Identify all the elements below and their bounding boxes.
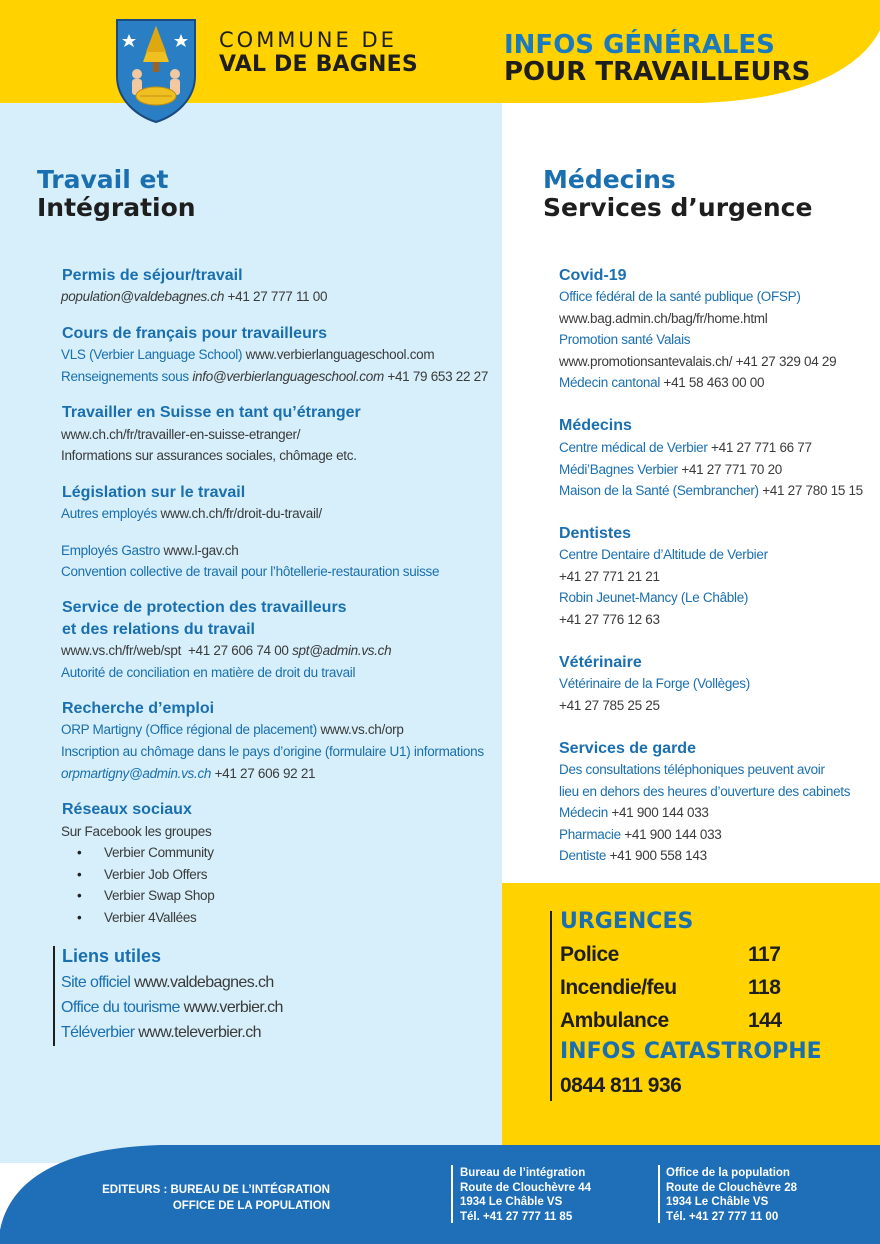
veterinaire-name: Vétérinaire de la Forge (Vollèges)	[559, 676, 750, 691]
legislation-autres-url[interactable]: www.ch.ch/fr/droit-du-travail/	[160, 506, 322, 521]
medecin-name: Centre médical de Verbier	[559, 440, 708, 455]
cours-vls-url[interactable]: www.verbierlanguageschool.com	[245, 347, 435, 362]
garde-phone: +41 900 144 033	[624, 827, 722, 842]
dentiste-2-phone: +41 27 776 12 63	[559, 612, 660, 627]
garde-phone: +41 900 558 143	[609, 848, 707, 863]
infos-catastrophe-title: INFOS CATASTROPHE	[560, 1039, 822, 1064]
lien-office-tourisme[interactable]	[61, 999, 283, 1017]
cours-renseignements-label: Renseignements sous	[61, 369, 189, 384]
garde-text-2: lieu en dehors des heures d’ouverture des cabinets	[559, 784, 851, 799]
urgence-label: Incendie/feu	[560, 976, 677, 999]
reseaux-heading: Réseaux sociaux	[62, 801, 192, 818]
permis-heading: Permis de séjour/travail	[62, 267, 243, 284]
cours-vls-line	[61, 347, 434, 362]
lien-label: Office du tourisme	[61, 999, 180, 1016]
garde-item	[559, 805, 709, 820]
legislation-gastro-url[interactable]: www.l-gav.ch	[163, 543, 239, 558]
right-title-dark: Services d’urgence	[543, 193, 813, 222]
emploi-orp-line	[61, 722, 404, 737]
legislation-gastro-label: Employés Gastro	[61, 543, 161, 558]
medecin-name: Médi’Bagnes Verbier	[559, 462, 678, 477]
emploi-email[interactable]: orpmartigny@admin.vs.ch	[61, 766, 212, 781]
reseaux-intro: Sur Facebook les groupes	[61, 824, 212, 839]
covid-promotion-phone: +41 27 329 04 29	[735, 354, 837, 369]
covid-ofsp: Office fédéral de la santé publique (OFSP)	[559, 289, 801, 304]
emploi-heading: Recherche d’emploi	[62, 700, 215, 717]
medecin-phone: +41 27 771 70 20	[681, 462, 783, 477]
medecins-heading: Médecins	[559, 417, 632, 434]
covid-heading: Covid-19	[559, 267, 627, 284]
liens-divider	[53, 946, 55, 1046]
footer-bureau-line: 1934 Le Châble VS	[460, 1196, 563, 1208]
emploi-inscription: Inscription au chômage dans le pays d’origine (formulaire U1) informations	[61, 744, 484, 759]
protection-contact-line	[61, 643, 391, 658]
emploi-orp-label: ORP Martigny (Office régional de placement)	[61, 722, 317, 737]
dentistes-heading: Dentistes	[559, 525, 632, 542]
footer-office-address	[666, 1166, 797, 1224]
emploi-contact-line	[61, 766, 315, 781]
footer-editeurs-line2: OFFICE DE LA POPULATION	[172, 1200, 330, 1212]
legislation-heading: Législation sur le travail	[62, 484, 246, 501]
left-title-blue: Travail et	[37, 165, 169, 194]
lien-url[interactable]: www.verbier.ch	[183, 999, 283, 1016]
legislation-gastro-line	[61, 543, 238, 558]
permis-phone: +41 27 777 11 00	[227, 289, 328, 304]
emploi-orp-url[interactable]: www.vs.ch/orp	[320, 722, 404, 737]
reseaux-group[interactable]: • Verbier Job Offers	[104, 867, 207, 882]
reseaux-group[interactable]: • Verbier Community	[104, 845, 214, 860]
footer-bureau-address	[460, 1166, 591, 1224]
urgences-title: URGENCES	[560, 909, 694, 934]
travailler-info: Informations sur assurances sociales, chômage etc.	[61, 448, 357, 463]
cours-renseignements-phone: +41 79 653 22 27	[387, 369, 489, 384]
left-title-dark: Intégration	[37, 193, 196, 222]
permis-line	[61, 289, 327, 304]
medecin-name: Maison de la Santé (Sembrancher)	[559, 483, 759, 498]
urgences-divider	[550, 911, 552, 1101]
footer-bureau-line: Bureau de l’intégration	[460, 1167, 586, 1179]
medecin-item	[559, 440, 812, 455]
garde-item	[559, 848, 707, 863]
garde-label: Pharmacie	[559, 827, 621, 842]
urgence-number: 117	[748, 943, 781, 966]
medecin-phone: +41 27 771 66 77	[711, 440, 812, 455]
footer-office-line: Tél. +41 27 777 11 00	[666, 1210, 779, 1223]
reseaux-group[interactable]: • Verbier 4Vallées	[104, 910, 197, 925]
garde-item	[559, 827, 722, 842]
cours-heading: Cours de français pour travailleurs	[62, 325, 327, 342]
lien-label: Site officiel	[61, 974, 131, 991]
cours-renseignements-email[interactable]: info@verbierlanguageschool.com	[192, 369, 384, 384]
protection-autorite: Autorité de conciliation en matière de droit du travail	[61, 665, 356, 680]
covid-cantonal-phone: +41 58 463 00 00	[663, 375, 765, 390]
travailler-heading: Travailler en Suisse en tant qu’étranger	[62, 404, 361, 421]
liens-heading: Liens utiles	[62, 946, 162, 966]
covid-cantonal-line	[559, 375, 764, 390]
covid-promotion: Promotion santé Valais	[559, 332, 691, 347]
urgence-number: 144	[748, 1009, 782, 1032]
infos-catastrophe-number: 0844 811 936	[560, 1074, 682, 1097]
cours-vls-label: VLS (Verbier Language School)	[61, 347, 243, 362]
cours-renseignements-line	[61, 369, 488, 384]
urgence-label: Police	[560, 943, 619, 966]
footer-office-line: Office de la population	[666, 1167, 790, 1179]
footer-editeurs-line1: EDITEURS : BUREAU DE L’INTÉGRATION	[102, 1184, 330, 1196]
garde-text-1: Des consultations téléphoniques peuvent avoir	[559, 762, 825, 777]
logo-commune: COMMUNE DE	[219, 28, 397, 52]
veterinaire-phone: +41 27 785 25 25	[559, 698, 660, 713]
protection-heading-2: et des relations du travail	[62, 621, 255, 638]
dentiste-1-name: Centre Dentaire d’Altitude de Verbier	[559, 547, 768, 562]
medecin-item	[559, 462, 782, 477]
lien-televerbier[interactable]	[61, 1024, 261, 1042]
logo-val-de-bagnes: VAL DE BAGNES	[219, 52, 418, 77]
footer-bureau-line: Route de Clouchèvre 44	[460, 1181, 592, 1194]
reseaux-group[interactable]: • Verbier Swap Shop	[104, 888, 214, 903]
legislation-autres-label: Autres employés	[61, 506, 158, 521]
right-title-blue: Médecins	[543, 165, 676, 194]
veterinaire-heading: Vétérinaire	[559, 654, 642, 671]
header-title-dark: POUR TRAVAILLEURS	[504, 57, 811, 87]
medecin-phone: +41 27 780 15 15	[762, 483, 863, 498]
coat-of-arms-icon	[115, 18, 197, 124]
dentiste-1-phone: +41 27 771 21 21	[559, 569, 660, 584]
lien-url[interactable]: www.valdebagnes.ch	[134, 974, 274, 991]
footer-office-line: 1934 Le Châble VS	[666, 1196, 769, 1208]
dentiste-2-name: Robin Jeunet-Mancy (Le Châble)	[559, 590, 749, 605]
lien-label: Téléverbier	[61, 1024, 135, 1041]
covid-ofsp-url[interactable]: www.bag.admin.ch/bag/fr/home.html	[559, 311, 768, 326]
footer-bureau-line: Tél. +41 27 777 11 85	[460, 1210, 573, 1223]
legislation-autres-line	[61, 506, 322, 521]
lien-site-officiel[interactable]	[61, 974, 274, 992]
garde-heading: Services de garde	[559, 740, 696, 757]
urgence-label: Ambulance	[560, 1009, 669, 1032]
protection-email[interactable]: spt@admin.vs.ch	[292, 643, 392, 658]
covid-promotion-url[interactable]: www.promotionsantevalais.ch/	[559, 354, 733, 369]
legislation-convention: Convention collective de travail pour l’hôtellerie-restauration suisse	[61, 564, 440, 579]
emploi-phone: +41 27 606 92 21	[214, 766, 316, 781]
garde-phone: +41 900 144 033	[611, 805, 709, 820]
garde-label: Médecin	[559, 805, 608, 820]
protection-url[interactable]: www.vs.ch/fr/web/spt	[61, 643, 182, 658]
travailler-url[interactable]: www.ch.ch/fr/travailler-en-suisse-etranger/	[61, 427, 301, 442]
footer-divider	[451, 1165, 453, 1223]
header-title-blue: INFOS GÉNÉRALES	[504, 30, 775, 60]
footer-office-line: Route de Clouchèvre 28	[666, 1181, 798, 1194]
permis-email[interactable]: population@valdebagnes.ch	[61, 289, 225, 304]
footer-divider	[658, 1165, 660, 1223]
urgence-number: 118	[748, 976, 781, 999]
covid-cantonal-label: Médecin cantonal	[559, 375, 661, 390]
protection-heading-1: Service de protection des travailleurs	[62, 599, 347, 616]
protection-phone: +41 27 606 74 00	[187, 643, 289, 658]
footer-editeurs	[60, 1182, 330, 1214]
lien-url[interactable]: www.televerbier.ch	[138, 1024, 261, 1041]
covid-promotion-line	[559, 354, 836, 369]
garde-label: Dentiste	[559, 848, 607, 863]
medecin-item	[559, 483, 863, 498]
